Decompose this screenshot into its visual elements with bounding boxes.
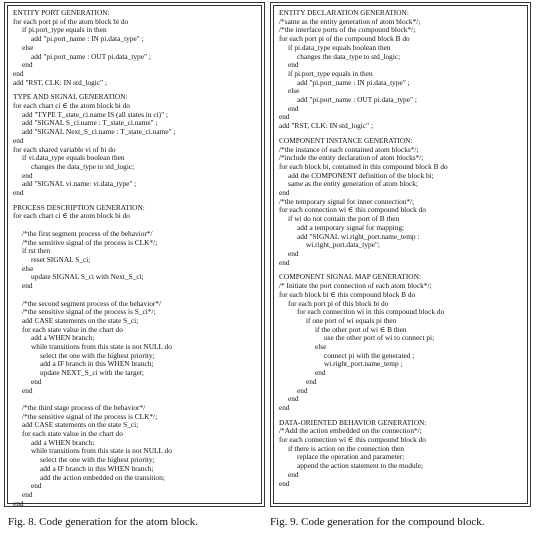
fig8-code-line: end	[13, 188, 24, 198]
fig8-code-line: /*the third stage process of the behavior*/	[22, 402, 146, 412]
fig9-code-line: end	[288, 469, 299, 479]
fig8-code-line: PROCESS DESCRIPTION GENERATION:	[13, 202, 145, 212]
fig8-code-line: add a IF branch in this WHEN branch;	[40, 463, 154, 473]
fig8-code-line: add "TYPE T_state_ci.name IS (all states in ci)" ;	[22, 109, 168, 119]
fig8-code-line: else	[22, 263, 34, 273]
fig9-code-line: end	[288, 60, 299, 70]
fig8-code-line: end	[22, 385, 33, 395]
fig8-code-line: end	[13, 498, 24, 508]
fig8-code-line: for each chart ci ∈ the atom block bi do	[13, 101, 130, 111]
fig9-code-line: add the COMPONENT definition of the block bi;	[288, 170, 434, 180]
fig8-code-line: /*the second segment process of the behavior*/	[22, 298, 162, 308]
fig9-code-line: use the other port of wi to connect pi;	[324, 333, 435, 343]
fig9-section	[279, 273, 522, 412]
fig8-code-line: end	[31, 481, 42, 491]
fig8-code-line: TYPE AND SIGNAL GENERATION:	[13, 92, 128, 102]
fig9-code-line: if one port of wi equals pi then	[306, 315, 397, 325]
fig9-code-line: end	[279, 257, 290, 267]
fig9-code-line: if wi do not contain the port of B then	[288, 214, 400, 224]
fig8-code-line: update NEXT_S_ci with the target;	[40, 368, 144, 378]
fig9-code-line: if the other port of wi ∈ B then	[315, 324, 407, 334]
figure-9-caption: Fig. 9. Code generation for the compound block.	[270, 516, 485, 528]
fig9-code-line: wi.right_port.data_type";	[306, 240, 380, 250]
fig9-code-line: end	[288, 248, 299, 258]
fig8-code-line: add "SIGNAL vi.name: vi.data_type" ;	[22, 179, 137, 189]
fig8-code-line: end	[22, 281, 33, 291]
fig8-section	[13, 93, 256, 197]
fig8-code-line: add "RST, CLK: IN std_logic" ;	[13, 77, 107, 87]
fig9-code-line: for each connection wi ∈ this compound block do	[279, 205, 426, 215]
fig9-code-line: add "RST, CLK: IN std_logic" ;	[279, 121, 373, 131]
fig9-code-line: end	[288, 394, 299, 404]
figure-8-code-box	[7, 5, 262, 508]
fig8-section	[13, 9, 256, 87]
fig8-code-line: end	[13, 135, 24, 145]
fig8-code-line: end	[22, 60, 33, 70]
figure-9-code-box	[273, 5, 528, 504]
fig8-code-line: /*the sensitive signal of the process is CLK*/;	[22, 411, 158, 421]
fig9-section	[279, 137, 522, 268]
fig9-code-line: COMPONENT SIGNAL MAP GENERATION:	[279, 272, 421, 282]
fig9-code-line: end	[288, 103, 299, 113]
fig8-code-line: add "SIGNAL S_ci.name : T_state_ci.name" ;	[22, 118, 158, 128]
fig9-code-line: replace the operation and parameter;	[297, 452, 405, 462]
fig9-code-line: same as the entity generation of atom block;	[288, 179, 418, 189]
fig9-code-line: /*the interface ports of the compound block*/;	[279, 25, 416, 35]
fig9-code-line: end	[306, 376, 317, 386]
fig9-section	[279, 9, 522, 131]
fig8-code-line: add CASE statements on the state S_ci;	[22, 420, 139, 430]
fig8-code-line: ENTITY PORT GENERATION:	[13, 8, 110, 17]
fig9-code-line: for each block bi ∈ this compound block B do	[279, 289, 416, 299]
fig9-code-line: for each port pi of the compound block B do	[279, 34, 410, 44]
fig8-code-line: else	[22, 42, 34, 52]
fig8-code-line: end	[31, 376, 42, 386]
fig9-code-line: add "SIGNAL wi.right_port.name_temp :	[297, 231, 420, 241]
fig9-code-line: for each port pi of this block bi do	[288, 298, 389, 308]
fig9-code-line: /*Add the action embedded on the connection*/;	[279, 426, 422, 436]
fig8-code-line: if vi.data_type equals boolean then	[22, 153, 125, 163]
figure-8-caption: Fig. 8. Code generation for the atom block.	[8, 516, 199, 528]
fig9-code-line: /* Initiate the port connection of each atom block*/;	[279, 281, 432, 291]
fig8-code-line: /*the sensitive signal of the process is S_ci*/;	[22, 307, 156, 317]
fig8-code-line: for each shared variable vi of bi do	[13, 144, 116, 154]
fig9-code-line: add "pi.port_name : IN pi.data_type" ;	[297, 77, 410, 87]
fig9-code-line: COMPONENT INSTANCE GENERATION:	[279, 135, 413, 145]
fig8-code-line: add "pi.port_name : OUT pi.data_type" ;	[31, 51, 151, 61]
fig8-code-line: add "pi.port_name : IN pi.data_type" ;	[31, 34, 144, 44]
fig9-code-line: /*same as the entity generation of atom block*/;	[279, 16, 421, 26]
fig9-code-line: DATA-ORIENTED BEHAVIOR GENERATION:	[279, 417, 427, 427]
fig8-code-line: select the one with the highest priority;	[40, 455, 155, 465]
fig9-code-line: append the action statement to the module;	[297, 461, 424, 471]
fig9-code-line: add "pi.port_name : OUT pi.data_type" ;	[297, 95, 417, 105]
fig9-code-line: end	[279, 112, 290, 122]
fig8-code-line: /*the sensitive signal of the process is CLK*/;	[22, 237, 158, 247]
fig9-code-line: for each connection wi ∈ this compound block do	[279, 435, 426, 445]
fig8-code-line: add CASE statements on the state S_ci;	[22, 315, 139, 325]
fig8-code-line: while transitions from this state is not NULL do	[31, 446, 172, 456]
fig9-code-line: if there is action on the connection then	[288, 443, 405, 453]
fig8-code-line: add a IF branch in this WHEN branch;	[40, 359, 154, 369]
fig8-code-line: add a WHEN branch;	[31, 437, 95, 447]
fig9-code-line: if pi.port_type equals in then	[288, 68, 373, 78]
fig8-code-line: end	[13, 68, 24, 78]
fig8-code-line: select the one with the highest priority;	[40, 350, 155, 360]
fig9-code-line: end	[279, 188, 290, 198]
fig8-code-line: while transitions from this state is not NULL do	[31, 342, 172, 352]
fig8-code-line: for each chart ci ∈ the atom block bi do	[13, 211, 130, 221]
fig8-code-line: add a WHEN branch;	[31, 333, 95, 343]
fig9-code-line: /*the temporary signal for inner connection*/;	[279, 196, 415, 206]
fig9-code-line: /*include the entity declaration of atom blocks*/;	[279, 153, 424, 163]
fig8-code-line: /*the first segment process of the behavior*/	[22, 228, 153, 238]
fig9-code-line: else	[288, 86, 300, 96]
fig9-section	[279, 419, 522, 489]
fig9-code-line: end	[315, 368, 326, 378]
fig8-code-line: add "SIGNAL Next_S_ci.name : T_state_ci.name" ;	[22, 127, 176, 137]
fig8-code-line: end	[22, 170, 33, 180]
fig8-code-line: reset SIGNAL S_ci;	[31, 254, 91, 264]
fig8-code-line: if rst then	[22, 246, 51, 256]
fig9-code-line: ENTITY DECLARATION GENERATION:	[279, 8, 409, 17]
fig9-code-line: connect pi with the generated ;	[324, 350, 415, 360]
fig8-code-line: for each state value in the chart do	[22, 429, 123, 439]
fig9-code-line: changes the data_type to std_logic;	[297, 51, 401, 61]
fig9-code-line: /*the instance of each contained atom blocks*/;	[279, 144, 419, 154]
fig9-code-line: wi.right_port.name_temp ;	[324, 359, 403, 369]
fig9-code-line: add a temporary signal for mapping;	[297, 222, 405, 232]
fig8-code-line: if pi.port_type equals in then	[22, 25, 107, 35]
fig8-code-line: changes the data_type to std_logic;	[31, 161, 135, 171]
fig8-code-line: end	[22, 489, 33, 499]
fig9-code-line: for each block bi, contained in this compound block B do	[279, 161, 448, 171]
fig8-code-line: for each port pi of the atom block bi do	[13, 16, 129, 26]
fig9-code-line: for each connection wi in this compound block do	[297, 307, 445, 317]
fig9-code-line: end	[297, 385, 308, 395]
fig8-code-line: update SIGNAL S_ci with Next_S_ci;	[31, 272, 144, 282]
fig9-code-line: end	[279, 478, 290, 488]
fig8-code-line: for each state value in the chart do	[22, 324, 123, 334]
fig8-code-line: add the action embedded on the transition;	[40, 472, 165, 482]
fig9-code-line: else	[315, 342, 327, 352]
fig9-code-line: if pi.data_type equals boolean then	[288, 42, 391, 52]
fig8-section	[13, 204, 256, 509]
fig9-code-line: end	[279, 402, 290, 412]
